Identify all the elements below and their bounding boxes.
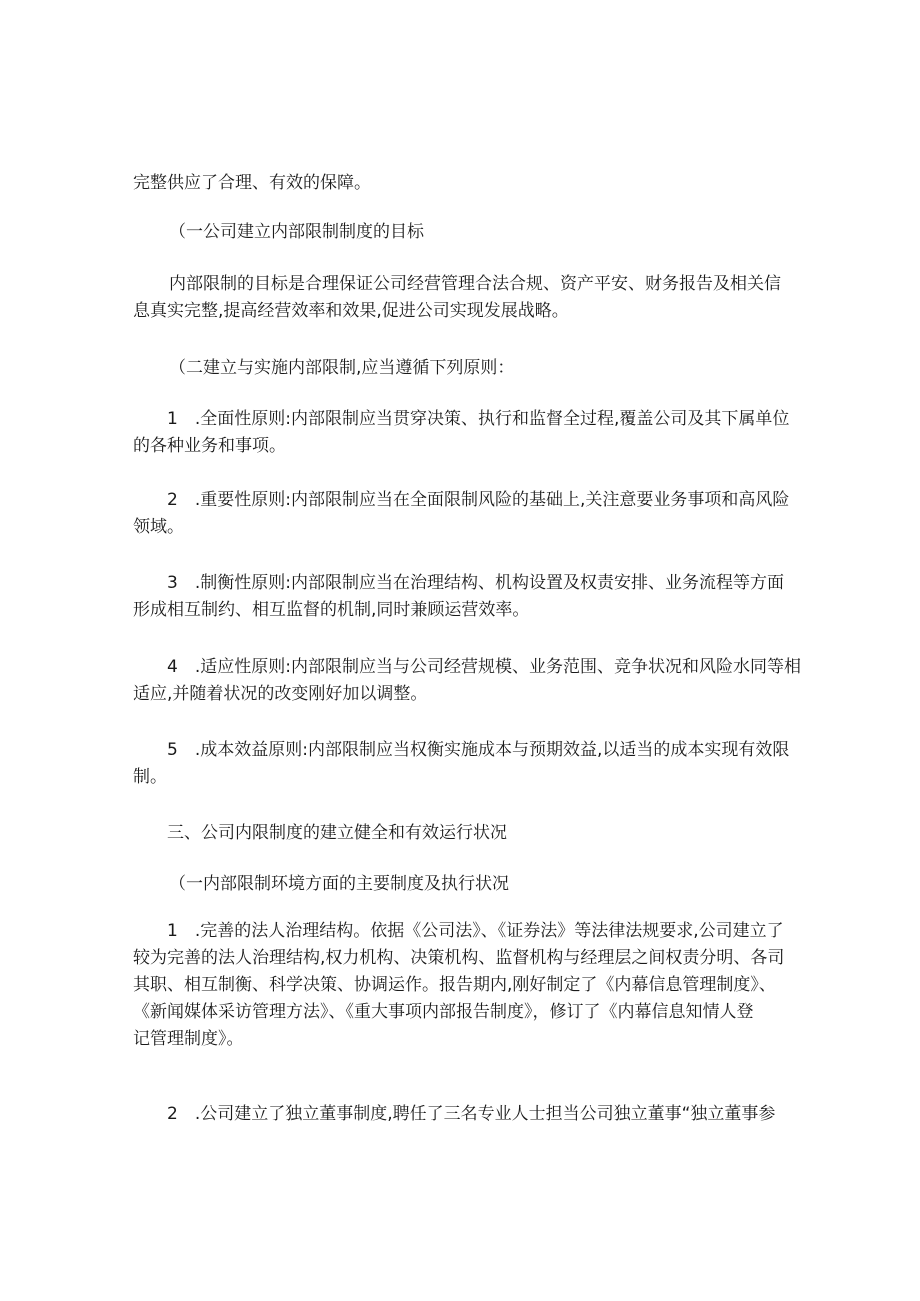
section-heading-2 (133, 355, 793, 382)
principle-3 (133, 570, 793, 624)
section-heading-3 (133, 820, 793, 847)
section-heading-1 (133, 219, 793, 246)
text-line: 1 .完善的法人治理结构。依据《公司法》、《证券法》等法律法规要求,公司建立了 (167, 921, 784, 941)
text-line: 完整供应了合理、有效的保障。 (133, 173, 371, 193)
text-line: 2 .重要性原则:内部限制应当在全面限制风险的基础上,关注意要业务事项和高风险 (167, 490, 790, 510)
paragraph-objective (133, 271, 793, 325)
text-line: 记管理制度》。 (133, 1029, 244, 1049)
text-line: 的各种业务和事项。 (133, 436, 286, 456)
text-line: 其职、相互制衡、科学决策、协调运作。报告期内,刚好制定了《内幕信息管理制度》、 (133, 975, 776, 995)
text-line: 较为完善的法人治理结构,权力机构、决策机构、监督机构与经理层之间权责分明、各司 (133, 948, 785, 968)
principle-4 (133, 654, 801, 708)
text-line: 3 .制衡性原则:内部限制应当在治理结构、机构设置及权责安排、业务流程等方面 (167, 573, 784, 593)
paragraph-1 (133, 170, 793, 197)
text-line: 领域。 (133, 517, 184, 537)
text-line: 1 .全面性原则:内部限制应当贯穿决策、执行和监督全过程,覆盖公司及其下属单位 (167, 409, 790, 429)
text-line: 制。 (133, 767, 167, 787)
text-line: 2 .公司建立了独立董事制度,聘任了三名专业人士担当公司独立董事“独立董事参 (167, 1104, 776, 1124)
text-line: 内部限制的目标是合理保证公司经营管理合法合规、资产平安、财务报告及相关信 (169, 274, 781, 294)
text-line: （一内部限制环境方面的主要制度及执行状况 (169, 874, 509, 894)
text-line: 5 .成本效益原则:内部限制应当权衡实施成本与预期效益,以适当的成本实现有效限 (167, 740, 790, 760)
text-line: （一公司建立内部限制制度的目标 (169, 222, 424, 242)
text-line: 《新闻媒体采访管理方法》、《重大事项内部报告制度》，修订了《内幕信息知情人登 (133, 1002, 754, 1022)
text-line: 息真实完整,提高经营效率和效果,促进公司实现发展战略。 (133, 301, 569, 321)
text-line: 形成相互制约、相互监督的机制,同时兼顾运营效率。 (133, 600, 530, 620)
text-line: 三、公司内限制度的建立健全和有效运行状况 (167, 823, 507, 843)
principle-5 (133, 737, 793, 791)
text-line: 适应,并随着状况的改变刚好加以调整。 (133, 684, 428, 704)
subsection-heading (133, 871, 793, 898)
principle-1 (133, 406, 793, 460)
item-governance (133, 918, 793, 1053)
item-independent-director (133, 1101, 793, 1128)
text-line: 4 .适应性原则:内部限制应当与公司经营规模、业务范围、竞争状况和风险水同等相 (167, 657, 801, 677)
principle-2 (133, 487, 793, 541)
text-line: （二建立与实施内部限制,应当遵循下列原则： (169, 358, 515, 378)
